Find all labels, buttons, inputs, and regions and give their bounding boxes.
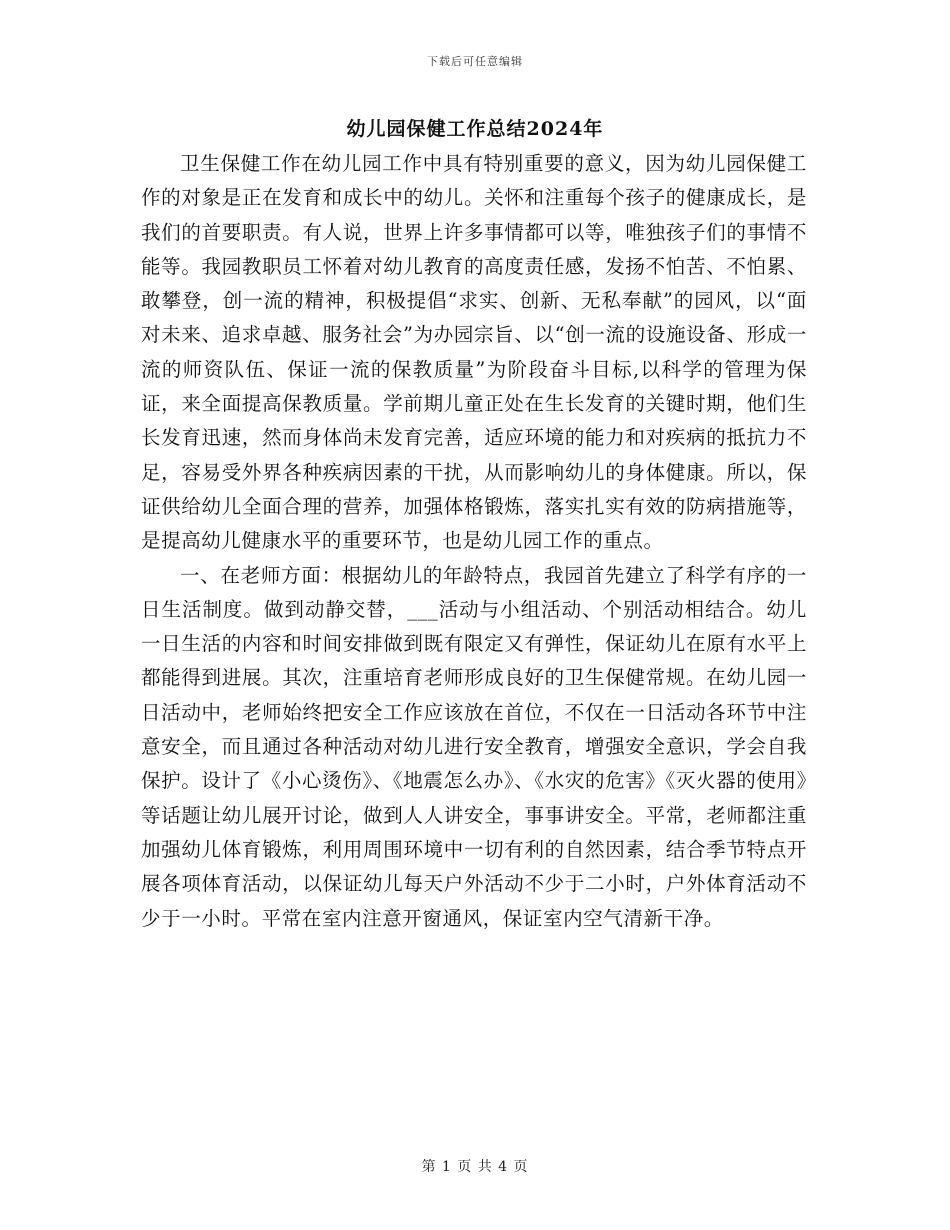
page-header-note: 下载后可任意编辑 (427, 55, 523, 68)
document-title: 幼儿园保健工作总结2024年 (346, 118, 604, 140)
body-paragraph-2: 一、在老师方面：根据幼儿的年龄特点，我园首先建立了科学有序的一日生活制度。做到动静交替，___活动与小组活动、个别活动相结合。幼儿一日生活的内容和时间安排做到既有限定又有弹性，保证幼儿在原有水平上都能得到进展。其次，注重培育老师形成良好的卫生保健常规。在幼儿园一日活动中，老师始终把安全工作应该放在首位，不仅在一日活动各环节中注意安全，而且通过各种活动对幼儿进行安全教育，增强安全意识，学会自我保护。设计了《小心烫伤》、《地震怎么办》、《水灾的危害》《灭火器的使用》等话题让幼儿展开讨论，做到人人讲安全，事事讲安全。平常，老师都注重加强幼儿体育锻炼，利用周围环境中一切有利的自然因素，结合季节特点开展各项体育活动，以保证幼儿每天户外活动不少于二小时，户外体育活动不少于一小时。平常在室内注意开窗通风，保证室内空气清新干净。 (141, 563, 807, 930)
body-paragraph-1: 卫生保健工作在幼儿园工作中具有特别重要的意义，因为幼儿园保健工作的对象是正在发育和成长中的幼儿。关怀和注重每个孩子的健康成长，是我们的首要职责。有人说，世界上许多事情都可以等，唯独孩子们的事情不能等。我园教职员工怀着对幼儿教育的高度责任感，发扬不怕苦、不怕累、敢攀登，创一流的精神，积极提倡“求实、创新、无私奉献”的园风，以“面对未来、追求卓越、服务社会”为办园宗旨、以“创一流的设施设备、形成一流的师资队伍、保证一流的保教质量”为阶段奋斗目标,以科学的管理为保证，来全面提高保教质量。学前期儿童正处在生长发育的关键时期，他们生长发育迅速，然而身体尚未发育完善，适应环境的能力和对疾病的抵抗力不足，容易受外界各种疾病因素的干扰，从而影响幼儿的身体健康。所以，保证供给幼儿全面合理的营养，加强体格锻炼，落实扎实有效的防病措施等，是提高幼儿健康水平的重要环节，也是幼儿园工作的重点。 (141, 152, 807, 553)
document-body (141, 147, 807, 936)
page-number-footer: 第 1 页 共 4 页 (421, 1159, 529, 1175)
